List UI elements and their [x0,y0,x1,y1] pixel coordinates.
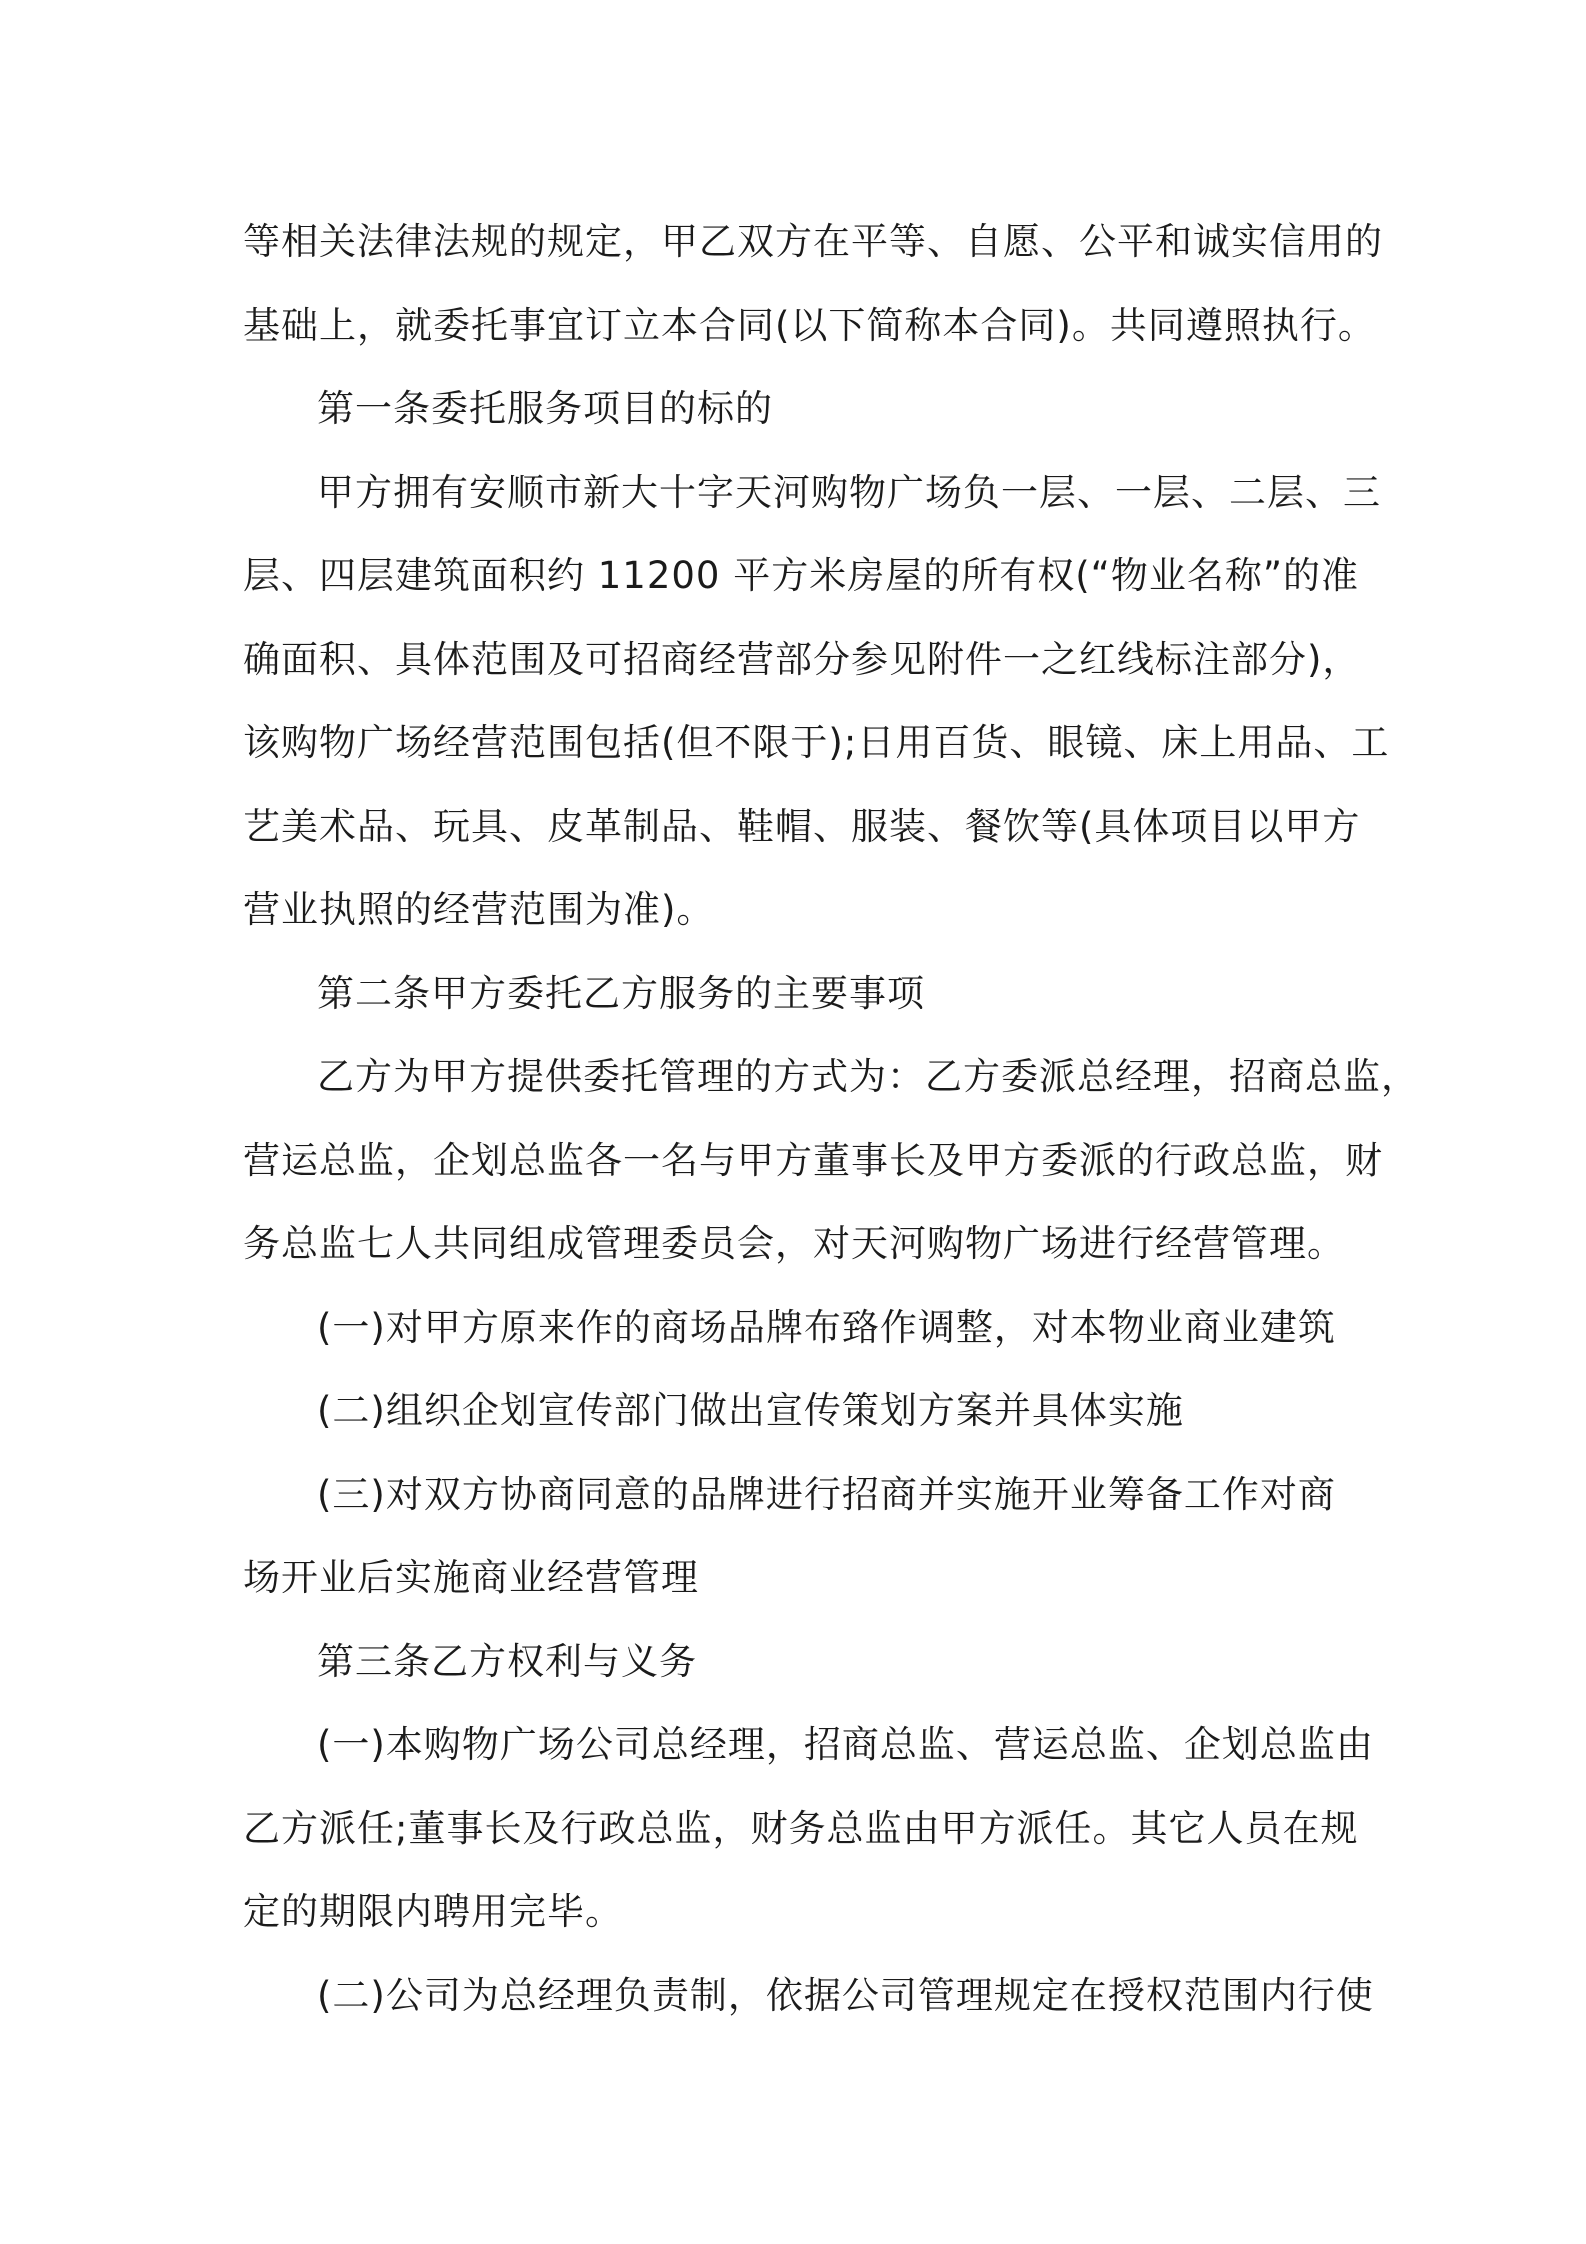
paragraph-line: 营运总监，企划总监各一名与甲方董事长及甲方委派的行政总监，财 [243,1138,1383,1182]
paragraph-line: 艺美术品、玩具、皮革制品、鞋帽、服装、餐饮等(具体项目以甲方 [243,804,1361,848]
paragraph-line: 基础上，就委托事宜订立本合同(以下简称本合同)。共同遵照执行。 [243,303,1376,347]
list-item: (一)本购物广场公司总经理，招商总监、营运总监、企划总监由 [317,1723,1374,1766]
paragraph-line: 乙方派任;董事长及行政总监，财务总监由甲方派任。其它人员在规 [243,1806,1359,1850]
list-item: (二)组织企划宣传部门做出宣传策划方案并具体实施 [317,1389,1184,1432]
list-item: (二)公司为总经理负责制，依据公司管理规定在授权范围内行使 [317,1973,1374,2017]
paragraph-line: 等相关法律法规的规定，甲乙双方在平等、自愿、公平和诚实信用的 [243,220,1383,263]
paragraph-line: 定的期限内聘用完毕。 [243,1890,623,1933]
paragraph-line: 甲方拥有安顺市新大十字天河购物广场负一层、一层、二层、三 [317,470,1381,514]
section-heading: 第一条委托服务项目的标的 [317,387,773,430]
paragraph-line: 层、四层建筑面积约 11200 平方米房屋的所有权(“物业名称”的准 [243,554,1359,597]
paragraph-line: 场开业后实施商业经营管理 [243,1556,699,1599]
section-heading: 第二条甲方委托乙方服务的主要事项 [317,971,925,1015]
paragraph-line: 确面积、具体范围及可招商经营部分参见附件一之红线标注部分)， [243,637,1361,681]
paragraph-line: 乙方为甲方提供委托管理的方式为：乙方委派总经理，招商总监， [317,1055,1419,1098]
paragraph-line: 务总监七人共同组成管理委员会，对天河购物广场进行经营管理。 [243,1222,1345,1265]
paragraph-line: 营业执照的经营范围为准)。 [243,888,715,931]
list-item: (一)对甲方原来作的商场品牌布臵作调整，对本物业商业建筑 [317,1305,1336,1349]
section-heading: 第三条乙方权利与义务 [317,1639,697,1683]
document-body [243,200,1419,2037]
paragraph-line: 该购物广场经营范围包括(但不限于);日用百货、眼镜、床上用品、工 [243,721,1390,764]
list-item: (三)对双方协商同意的品牌进行招商并实施开业筹备工作对商 [317,1472,1336,1516]
